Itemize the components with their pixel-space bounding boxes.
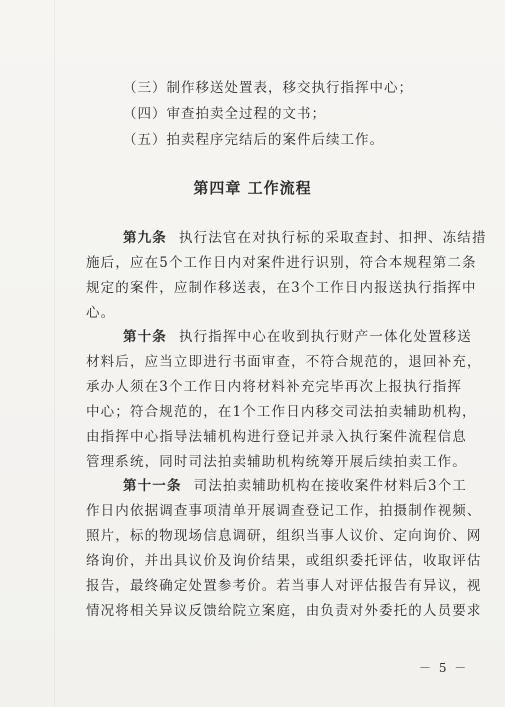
page-crease xyxy=(54,0,55,707)
page-number: － 5 － xyxy=(419,661,469,675)
article-line: 管理系统，同时司法拍卖辅助机构统筹开展后续拍卖工作。 xyxy=(86,454,467,470)
article-line: 心。 xyxy=(86,305,116,321)
article-nine xyxy=(86,226,487,326)
article-line: 照片，标的物现场信息调研，组织当事人议价、定向询价、网 xyxy=(86,528,482,544)
article-label: 第九条 xyxy=(123,230,167,246)
article-line: 报告，最终确定处置参考价。若当事人对评估报告有异议，视 xyxy=(86,578,482,594)
article-line: 执行法官在对执行标的采取查封、扣押、冻结措 xyxy=(178,230,487,246)
article-line: 规定的案件，应制作移送表，在3个工作日内报送执行指挥中 xyxy=(86,280,477,296)
article-line: 络询价，并出具议价及询价结果，或组织委托评估，收取评估 xyxy=(86,553,482,569)
list-item: （五）拍卖程序完结后的案件后续工作。 xyxy=(123,132,384,148)
article-label: 第十条 xyxy=(123,329,167,345)
list-item: （三）制作移送处置表，移交执行指挥中心； xyxy=(123,80,413,96)
article-line: 中心；符合规范的，在1个工作日内移交司法拍卖辅助机构， xyxy=(86,404,477,420)
article-eleven xyxy=(86,474,482,624)
chapter-title: 第四章 工作流程 xyxy=(193,179,312,197)
article-line: 司法拍卖辅助机构在接收案件材料后3个工 xyxy=(193,478,468,494)
article-line: 作日内依据调查事项清单开展调查登记工作，拍摄制作视频、 xyxy=(86,503,482,519)
article-ten xyxy=(86,325,482,475)
article-label: 第十一条 xyxy=(123,478,182,494)
article-line: 情况将相关异议反馈给院立案庭，由负责对外委托的人员要求 xyxy=(86,603,482,619)
article-line: 材料后，应当立即进行书面审查，不符合规范的，退回补充， xyxy=(86,354,482,370)
article-line: 由指挥中心指导法辅机构进行登记并录入执行案件流程信息 xyxy=(86,429,467,445)
article-line: 承办人须在3个工作日内将材料补充完毕再次上报执行指挥 xyxy=(86,379,462,395)
article-line: 施后，应在5个工作日内对案件进行识别，符合本规程第二条 xyxy=(86,255,477,271)
list-item: （四）审查拍卖全过程的文书； xyxy=(123,106,326,122)
article-line: 执行指挥中心在收到执行财产一体化处置移送 xyxy=(178,329,472,345)
